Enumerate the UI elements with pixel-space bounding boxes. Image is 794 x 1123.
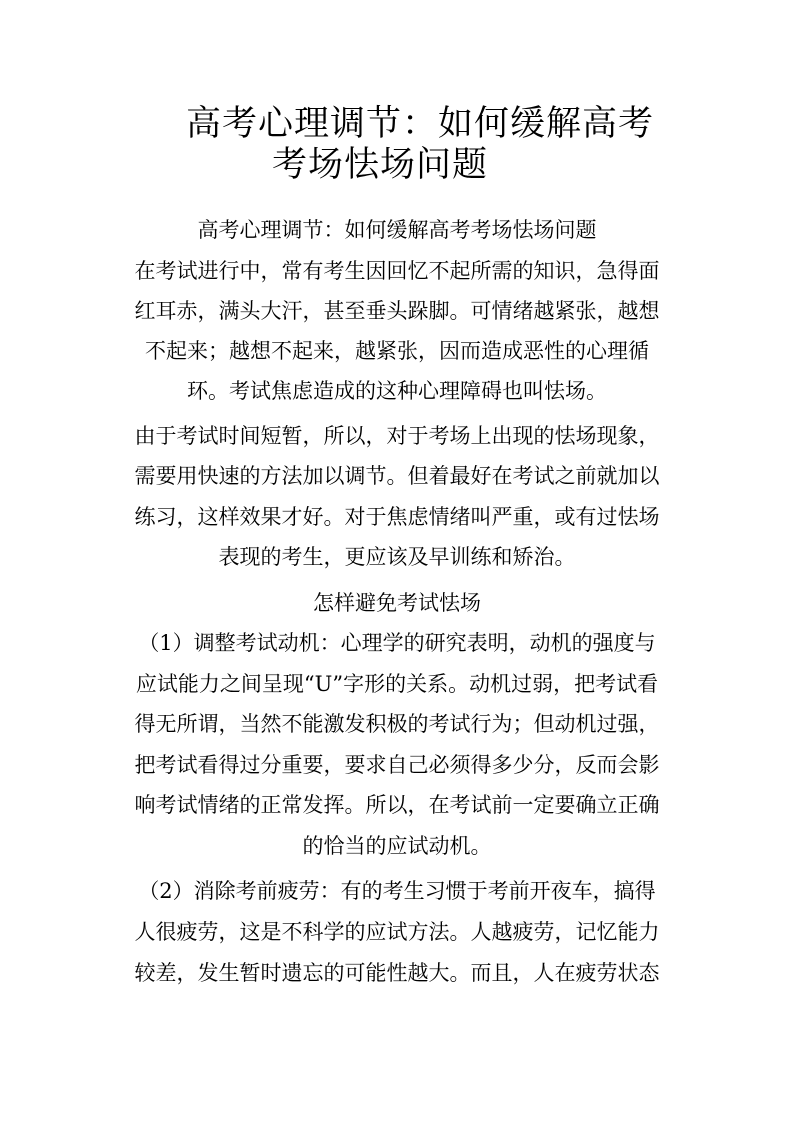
- body-line: 较差，发生暂时遗忘的可能性越大。而且，人在疲劳状态: [134, 961, 660, 985]
- document-title-line-1: 高考心理调节：如何缓解高考: [185, 104, 654, 144]
- body-line: 在考试进行中，常有考生因回忆不起所需的知识，急得面: [134, 259, 660, 283]
- body-line: 需要用快速的方法加以调节。但着最好在考试之前就加以: [134, 464, 660, 488]
- body-line: 得无所谓，当然不能激发积极的考试行为；但动机过强，: [134, 712, 660, 736]
- body-line: （2）消除考前疲劳：有的考生习惯于考前开夜车，搞得: [138, 879, 656, 903]
- body-line: 应试能力之间呈现“U”字形的关系。动机过弱，把考试看: [135, 672, 659, 696]
- body-line: 响考试情绪的正常发挥。所以，在考试前一定要确立正确: [134, 793, 660, 817]
- body-line: 由于考试时间短暂，所以，对于考场上出现的怯场现象，: [134, 424, 660, 448]
- document-title-line-2: 考场怯场问题: [271, 145, 488, 185]
- body-line: 红耳赤，满头大汗，甚至垂头跺脚。可情绪越紧张，越想: [134, 299, 660, 323]
- body-line: 表现的考生，更应该及早训练和矫治。: [218, 545, 576, 569]
- body-line: 不起来；越想不起来，越紧张，因而造成恶性的心理循: [145, 339, 649, 363]
- body-line: 练习，这样效果才好。对于焦虑情绪叫严重，或有过怯场: [134, 505, 660, 529]
- section-heading: 怎样避免考试怯场: [313, 591, 481, 615]
- body-line: 人很疲劳，这是不科学的应试方法。人越疲劳，记忆能力: [134, 920, 660, 944]
- body-line: 的恰当的应试动机。: [302, 834, 492, 858]
- body-line: 环。考试焦虑造成的这种心理障碍也叫怯场。: [187, 379, 607, 403]
- body-line: 把考试看得过分重要，要求自己必须得多少分，反而会影: [134, 753, 660, 777]
- body-line: 高考心理调节：如何缓解高考考场怯场问题: [197, 218, 597, 242]
- body-line: （1）调整考试动机：心理学的研究表明，动机的强度与: [138, 631, 656, 655]
